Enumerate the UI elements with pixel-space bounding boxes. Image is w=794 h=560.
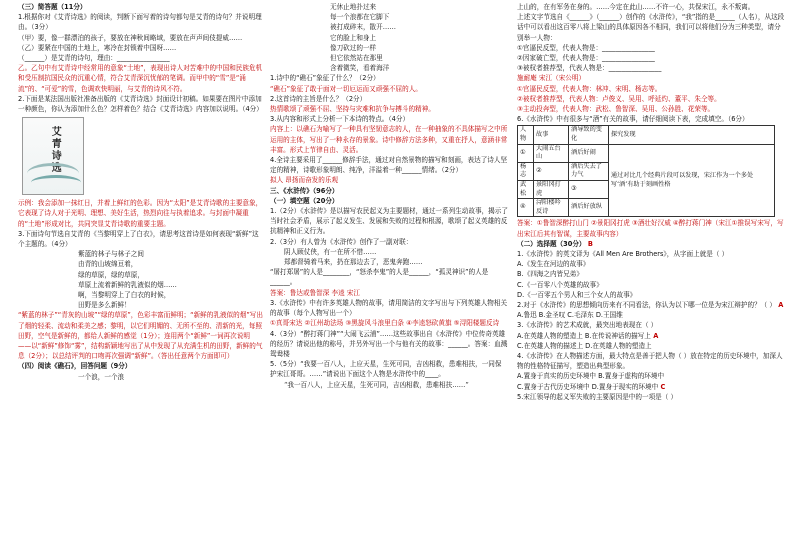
col1-line: （______）是艾青的诗句，理由：________________: [18, 54, 170, 63]
wave-decoration: [31, 175, 81, 190]
col1-line: “紫蓝的林子”“青灰的山坡”“绿的草原”，色彩丰富而鲜明；“新鲜的乳液似的烟”写出了烟的轻柔、流动和柔美之感；黎明，以它们明媚的、无所不至的、清新的光，每照田野，空气是新鲜的，都给人新鲜的感觉（1分）；连用两个“新鲜”一词再次说明——以“新鲜”修饰“雾”，结构新颖地写出了从中发现了从充满生机的田野，新鲜的气息（2分）；以总结评判的口吻再次强调“新鲜”。（答出任意两个方面即可）: [18, 311, 263, 361]
col1-line: 一个浪，一个浪: [78, 372, 125, 381]
answer-letter: B: [585, 239, 593, 248]
col1-line: 1.根据你对《艾青诗选》的阅读，判断下面写着的诗句都句是艾青的诗句？并说明理由。（3分）: [18, 13, 262, 32]
table-cell: ②: [533, 162, 568, 180]
table-cell: 酒后失去了力气: [569, 162, 609, 180]
column-left: [18, 2, 263, 382]
col3-line: ②被权者推荐型，代表人物：卢俊义、吴用、呼延灼、董平、朱仝等。: [517, 94, 721, 103]
col1-line: 紫蓝的林子与林子之间: [78, 250, 144, 259]
col3-line: 2.对于《水浒传》的思想倾向历来有不同看法，你认为以下哪一位是为宋江辩护的？（ ） A: [517, 301, 784, 309]
col3-line: B.《四海之内皆兄弟》: [517, 270, 583, 279]
table-cell: 大闹五台山: [533, 144, 568, 162]
col3-line: A.在英雄人物的塑造上 B.在传说神话的描写上 A: [517, 331, 659, 340]
col2-line: 拟人 昂扬而奋发的乐观: [270, 176, 339, 185]
col1-line: （四）阅读《礁石》，回答问题（9分）: [18, 362, 132, 371]
col2-line: 像刀砍过的一样: [330, 43, 377, 52]
col3-line: 答案：①鲁智深醉打山门 ②景阳冈打虎 ③酒壮好汉威 ④醉打蒋门神（宋江①推误写宋写，写出宋江后其有智谋，主要故事内容）: [517, 219, 784, 238]
table-cell: ④: [518, 199, 534, 217]
col3-line: 施耐庵 宋江（宋公明）: [517, 74, 586, 83]
col3-line: C.《一百零八个英雄的故事》: [517, 280, 603, 289]
col2-line: 5.（5分）“我要一百八人，上应天星，生死可同，吉凶相救，患难相扶，一同保护宋江哥哥。……”请说出下面这个人物是水浒传中的____。: [270, 360, 502, 379]
col3-line: ③被权者推荐型，代表人物是：________________: [517, 64, 662, 73]
col2-line: 2.（3分）有人曾为《水浒传》创作了一副对联：: [270, 237, 413, 246]
col2-line: 无休止地扑过来: [330, 3, 377, 11]
col3-line: C.在英雄人物的描述上 D.在英雄人物的塑造上: [517, 341, 652, 350]
col1-content: [18, 2, 263, 382]
col2-line: 3.《水浒传》中有许多英雄人物的故事，请用简洁的文字写出与下列英雄人物相关的故事（每个人物写出一个）: [270, 298, 508, 318]
answer-letter: C: [658, 382, 666, 391]
col1-line: 草原上流着新鲜的乳液似的烟……: [78, 280, 177, 289]
table-cell: ③: [569, 181, 609, 199]
col1-line: 田野是多么新鲜！: [78, 301, 131, 310]
answer-letter: A: [650, 331, 659, 340]
col2-line: 被打成碎末，散开……: [330, 23, 396, 32]
col3-line: ①官逼民反型，代表人物：林冲、宋明、杨志等。: [517, 84, 662, 93]
column-right: [517, 2, 785, 402]
col2-line: 三、《水浒传》（96分）: [270, 186, 339, 195]
col1-line: 2.下面是某法国出版社准备出版的《艾青诗选》封面设计初稿。如果要在图片中添加一种颜色，你认为添加什么色？怎样着色？结合《艾青诗选》内容加以说明。（4分）: [18, 94, 263, 114]
col1-line: （乙）要紧在中国的土地上，寒冷在封锁着中国呀……: [18, 43, 177, 52]
col1-line: 绿的草原，绿的草原，: [78, 270, 144, 279]
table-cell: 杨志: [518, 162, 534, 180]
col2-line: 热情歌颂了顽强不屈、坚持与灾难和抗争与搏斗的精神。: [270, 105, 435, 114]
col2-line: 阴人顾仗侠，有一在所不惜……: [284, 247, 377, 256]
table-cell: 通过对比几个经典片段可以发现，宋江作为一个多处写‘酒’有助于刻画性格: [608, 144, 774, 217]
col3-line: ①官逼民反型，代表人物是：________________: [517, 43, 655, 52]
col2-line: 含着微笑，看着海洋: [330, 64, 390, 73]
table-cell: 酒后好放纵: [569, 199, 609, 217]
col2-line: 1.诗中的“礁石”象征了什么？（2分）: [270, 74, 380, 83]
col1-line: （三）简答题（11分）: [18, 3, 87, 11]
answer-letter: A: [775, 301, 784, 309]
book-cover-title: 艾青诗选: [49, 126, 61, 175]
col3-line: 上山的，在有军务在身的。……今定在此山……不许一心，共保宋江，永不叛离。: [517, 3, 755, 11]
column-middle: [270, 2, 508, 390]
col3-line: C.置身于古代历史环境中 D.置身于现实的环境中 C: [517, 382, 666, 391]
table-cell: 浔阳楼吟反诗: [533, 199, 568, 217]
col2-line: 它的脸上和身上: [330, 33, 377, 42]
col3-line: 3.《水浒传》的艺术成就，最突出地表现在（ ）: [517, 321, 658, 330]
col2-line: “屠打郑屠”的人是________，“怒杀李鬼”的人是______，“孤灵神识”的人是______。: [270, 268, 489, 287]
col2-line: 4.全诗主要采用了______修辞手法，通过对自然景物的描写和刻画，表达了诗人坚定的精神，诗歌形象明朗、纯净，洋溢着一种______情绪。（2分）: [270, 156, 508, 175]
table-cell: 酒后好闹: [569, 144, 609, 162]
col1-line: 啊，当黎明穿上了白衣的时候，: [78, 291, 171, 300]
col3-line: A.《发生在河边的故事》: [517, 260, 590, 269]
col1-line: 由青的山坡绵亘着，: [78, 260, 138, 269]
col3-line: A.鲁迅 B.金圣叹 C.毛泽东 D.王国维: [517, 311, 623, 320]
col2-line: 3.从内容和形式上分析一下本诗的特点。（4分）: [270, 115, 410, 124]
col3-line: A.置身于真实的历史环境中 B.置身于虚构的环境中: [517, 372, 665, 381]
col2-line: 每一个浪都在它脚下: [330, 13, 390, 22]
col3-line: （二）选择题（30分） B: [517, 239, 593, 248]
col3-line: ③主动投奔型，代表人物：武松、鲁智深、吴用、公孙胜、花荣等。: [517, 105, 715, 114]
col1-line: （甲）要，像一群漂泊的孩子，要放在神秋间略域，要放在声声间伎提威……: [18, 33, 243, 42]
table-row: [518, 144, 775, 162]
col1-line: 示例：我会添加一抹红日，并着上鲜红的色彩。因为“太阳”是艾青诗歌的主要意象，它表现了诗人对于光明、理想、美好生活，热烈向往与执着追求。与封面中凝重的“土地”形成对比，共同突显艾青诗歌的重要主题。: [18, 199, 263, 228]
table-header-cell: 探究发现: [608, 126, 774, 144]
col2-content: [270, 2, 508, 390]
book-cover-figure: [18, 114, 263, 198]
col3-line: 上述文字节选自《______》（______）创作的《水浒传》，“我”指的是______（人名），从这段话中可以看出这百零八将上梁山的具体原因各不相同，我们可以将他们分为三种类型，请分别举一人物：: [517, 13, 785, 42]
table-header-cell: 人物: [518, 126, 534, 144]
book-cover-image: [22, 117, 84, 195]
table-cell: ①: [518, 144, 534, 162]
wine-story-table: [517, 125, 775, 217]
col1-line: 3.下面诗句节选自艾青的《当黎明穿上了白衣》，请思考这首诗是如何表现“新鲜”这个主题的。（4分）: [18, 229, 259, 249]
table-header-cell: 故事: [533, 126, 568, 144]
col2-line: 4.（3分）“醉打蒋门神”“大闹飞云浦”……这些故事出自《水浒传》中位传奇英雄的经历？请说出他的称号，并另外写出一个与他有关的故事：______。答案：血溅鸳鸯楼: [270, 329, 508, 358]
col3-line: 1.《水浒传》的英文译为《All Men Are Brothers》，从字面上就是（ ）: [517, 249, 729, 258]
col3-line: 6.《水浒传》中有很多与“酒”有关的故事，请仔细阅读下表，完成填空。（6分）: [517, 115, 749, 124]
table-cell: 武松: [518, 181, 534, 199]
table-header-cell: 酒导致的变化: [569, 126, 609, 144]
col3-line: D.《一百零五个男人和三个女人的故事》: [517, 290, 637, 299]
col2-line: “礁石”象征了敢于面对一切厄运而又顽强不屈的人。: [270, 84, 422, 93]
col1-line: 乙。乙句中有艾青诗中经常用的意象“土地”，表现出诗人对苦难中的中国和民族危机和受压制抗国民众的沉重心情，符合艾青深沉忧郁的笔调。而甲中的“雪”是“涌流”的、“可爱”的雪，色调欢快明丽，与艾青的诗风不符。: [18, 64, 263, 93]
col3-line: 5.宋江领导的起义军失败的主要原因是中的一项是（ ）: [517, 392, 678, 401]
col2-line: （一）填空题（20分）: [270, 196, 339, 205]
col2-line: 内容上：以礁石为喻写了一种具有坚韧意志的人，在一种抽象的不具体描写之中所运用的主体，写出了一种永存的景象。诗中修辞方法多种，又重在抒人，意涵非常丰富。形式上节律自由、灵活。: [270, 125, 508, 154]
col3-content: [517, 2, 785, 402]
col2-line: “我一百八人，上应天星，生死可同，吉凶相救，患难相扶……”: [284, 380, 469, 389]
table-cell: 景阳冈打虎: [533, 181, 568, 199]
col2-line: 但它依然站在那里: [330, 54, 383, 63]
col3-line: ②因家破亡型，代表人物是：________________: [517, 54, 655, 63]
col2-line: 答案：鲁达或鲁智深 李逵 宋江: [270, 288, 360, 297]
col2-line: ①真哥宋达 ②江州劫法场 ③黑旋风斗浪里白条 ④李逵怒砍黄旗 ⑤浔阳楼题反诗: [270, 319, 500, 328]
col2-line: 2.这首诗的主旨是什么？（2分）: [270, 94, 367, 103]
col3-line: 4.《水浒传》在人物描述方面，最大特点是善于把人物（ ）放在特定的历史环境中，加深人物的性格特征描写，塑造出典型形象。: [517, 352, 783, 371]
col2-line: 1.（2分）《水浒传》是以描写农民起义为主要题材，通过一系列生动故事，揭示了当时社会矛盾，展示了起义发生、发展和失败的过程和根源，歌颂了起义英雄的反抗精神和正义行为。: [270, 207, 508, 236]
table-header-row: [518, 126, 775, 144]
col2-line: 郑都督骑着马来，扔在那边去了，恶鬼奔跑……: [284, 258, 423, 267]
